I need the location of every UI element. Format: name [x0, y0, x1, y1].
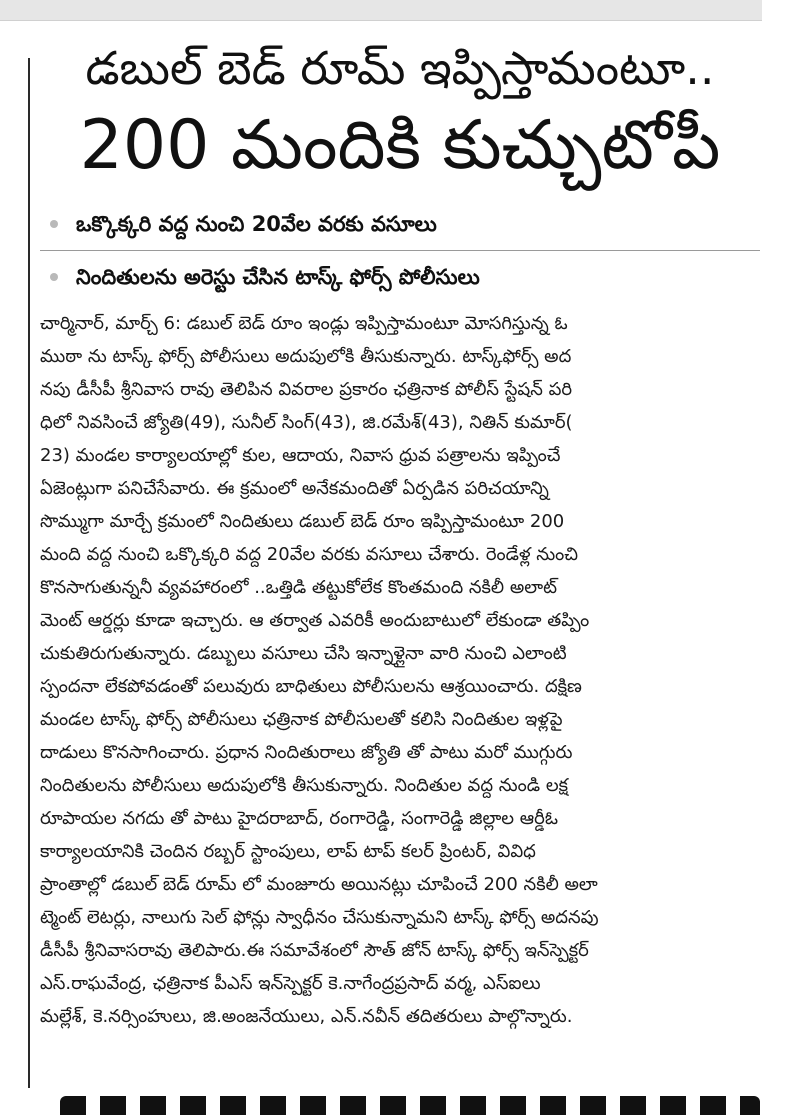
body-line: మండల టాస్క్ ఫోర్స్ పోలీసులు ఛత్రినాక పోలీసులతో కలిసి నిందితుల ఇళ్లపై [40, 709, 563, 730]
body-line: ధిలో నివసించే జ్యోతి(49), సునీల్ సింగ్(43), జి.రమేశ్(43), నితిన్ కుమార్( [40, 412, 573, 433]
body-line: ముఠా ను టాస్క్ ఫోర్స్ పోలీసులు అదుపులోకి తీసుకున్నారు. టాస్క్‌ఫోర్స్ అద [40, 346, 572, 367]
body-line: చుకుతిరుగుతున్నారు. డబ్బులు వసూలు చేసి ఇన్నాళ్లైనా వారి నుంచి ఎలాంటి [40, 643, 567, 664]
body-line: డీసీపీ శ్రీనివాసరావు తెలిపారు.ఈ సమావేశంలో సౌత్ జోన్ టాస్క్ ఫోర్స్ ఇన్‌స్పెక్టర్ [40, 940, 589, 961]
body-line: ట్మెంట్ లెటర్లు, నాలుగు సెల్ ఫోన్లు స్వాధీనం చేసుకున్నామని టాస్క్ ఫోర్స్ అదనపు [40, 907, 599, 928]
column-rule [28, 58, 30, 1088]
next-article-headline-cropped [60, 1096, 760, 1115]
body-line: ఏజెంట్లుగా పనిచేసేవారు. ఈ క్రమంలో అనేకమందితో ఏర్పడిన పరిచయాన్ని [40, 478, 549, 499]
body-line: నిందితులను పోలీసులు అదుపులోకి తీసుకున్నారు. నిందితుల వద్ద నుండి లక్ష [40, 775, 568, 796]
headline-line-1: డబుల్ బెడ్ రూమ్ ఇప్పిస్తామంటూ.. [85, 41, 715, 95]
subheadline-list [40, 206, 760, 303]
headline-line-2: 200 మందికి కుచ్చుటోపీ [79, 106, 721, 185]
article-body [40, 307, 760, 1033]
news-article [40, 36, 760, 1096]
body-line: మెంట్ ఆర్డర్లు కూడా ఇచ్చారు. ఆ తర్వాత ఎవరికీ అందుబాటులో లేకుండా తప్పిం [40, 610, 590, 631]
body-line: కొనసాగుతున్ననీ వ్యవహారంలో ..ఒత్తిడి తట్టుకోలేక కొంతమంది నకిలీ అలాట్ [40, 577, 557, 598]
body-line: సొమ్ముగా మార్చే క్రమంలో నిందితులు డబుల్ బెడ్ రూం ఇప్పిస్తామంటూ 200 [40, 511, 565, 532]
body-line: నపు డీసీపీ శ్రీనివాస రావు తెలిపిన వివరాల ప్రకారం ఛత్రినాక పోలీస్ స్టేషన్ పరి [40, 379, 573, 400]
body-line: మల్లేశ్, కె.నర్సింహులు, జి.అంజనేయులు, ఎన్.నవీన్ తదితరులు పాల్గొన్నారు. [40, 1006, 573, 1027]
body-line: దాడులు కొనసాగించారు. ప్రధాన నిందితురాలు జ్యోతి తో పాటు మరో ముగ్గురు [40, 742, 573, 763]
body-line: స్పందనా లేకపోవడంతో పలువురు బాధితులు పోలీసులను ఆశ్రయించారు. దక్షిణ [40, 676, 582, 697]
subheadline-item [40, 206, 760, 250]
body-line: రూపాయల నగదు తో పాటు హైదరాబాద్, రంగారెడ్డి, సంగారెడ్డి జిల్లాల ఆర్డీఓ [40, 808, 558, 829]
body-line: కార్యాలయానికి చెందిన రబ్బర్ స్టాంపులు, లాప్ టాప్ కలర్ ప్రింటర్, వివిధ [40, 841, 536, 862]
body-line: 23) మండల కార్యాలయాల్లో కుల, ఆదాయ, నివాస ధ్రువ పత్రాలను ఇప్పించే [40, 445, 561, 466]
top-strip [0, 0, 762, 21]
body-line: ప్రాంతాల్లో డబుల్ బెడ్ రూమ్ లో మంజూరు అయినట్లు చూపించే 200 నకిలీ అలా [40, 874, 598, 895]
bullet-dot-icon [50, 273, 58, 281]
bullet-dot-icon [50, 220, 58, 228]
subheadline-item [40, 250, 760, 303]
body-line: చార్మినార్, మార్చ్ 6: డబుల్ బెడ్ రూం ఇండ్లు ఇప్పిస్తామంటూ మోసగిస్తున్న ఓ [40, 313, 568, 334]
subheadline-text: నిందితులను అరెస్టు చేసిన టాస్క్ ఫోర్స్ పోలీసులు [76, 265, 480, 289]
body-line: మంది వద్ద నుంచి ఒక్కొక్కరి వద్ద 20వేల వరకు వసూలు చేశారు. రెండేళ్ల నుంచి [40, 544, 579, 565]
body-line: ఎస్.రాఘవేంద్ర, ఛత్రినాక పీఎస్ ఇన్‌స్పెక్టర్ కె.నాగేంద్రప్రసాద్ వర్మ, ఎస్ఐలు [40, 973, 541, 994]
subheadline-text: ఒక్కొక్కరి వద్ద నుంచి 20వేల వరకు వసూలు [76, 212, 437, 236]
